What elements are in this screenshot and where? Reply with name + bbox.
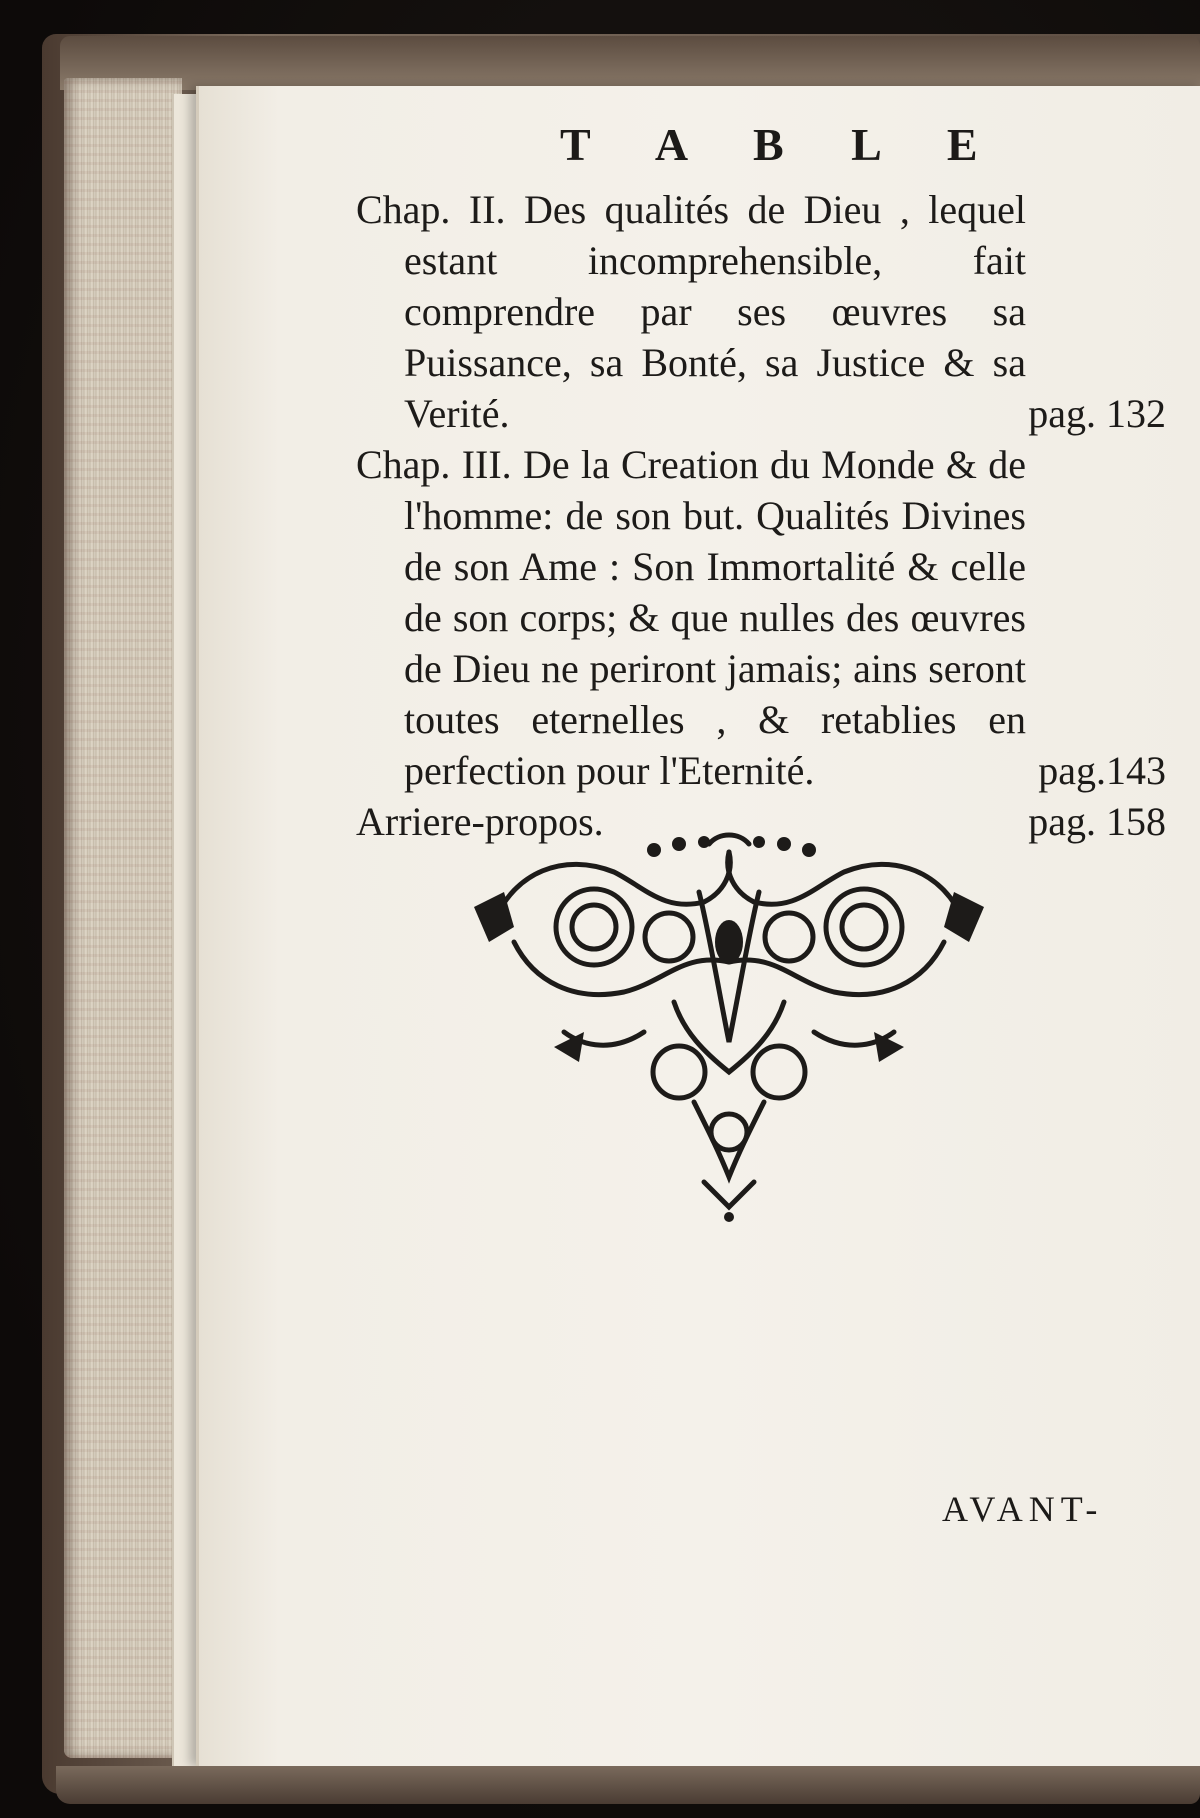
toc-entry-title: Chap. III. De la Creation du Monde & de l'homme: de son but. Qualités Divines de son Ame : Son Immortalité & celle de son corps; & que nulles des œuvres de Dieu ne periront jamais; ains seront toutes eternelles , & retablies en perfection pour l'Eternité.	[356, 442, 1026, 793]
toc-entry	[356, 796, 1166, 847]
book-cover-top	[60, 36, 1200, 90]
toc-entry	[356, 439, 1166, 796]
page-edges	[64, 78, 182, 1758]
toc-entry-page: pag. 158	[1028, 799, 1166, 844]
ornament-vignette	[474, 832, 984, 1222]
ornament	[474, 832, 984, 1222]
toc-entry-title: Arriere-propos.	[356, 799, 604, 844]
book-cover-bottom	[56, 1766, 1200, 1804]
catchword: AVANT-	[942, 1489, 1104, 1529]
toc-entry	[356, 184, 1166, 439]
toc-entry-page: pag. 132	[1028, 391, 1166, 436]
toc-entry-page: pag.143	[1038, 748, 1166, 793]
toc-entry-title: Chap. II. Des qualités de Dieu , lequel estant incomprehensible, fait comprendre par ses œuvres sa Puissance, sa Bonté, sa Justice & sa Verité.	[356, 187, 1026, 436]
page-heading: T A B L E	[560, 119, 1006, 170]
table-of-contents	[356, 184, 1166, 847]
